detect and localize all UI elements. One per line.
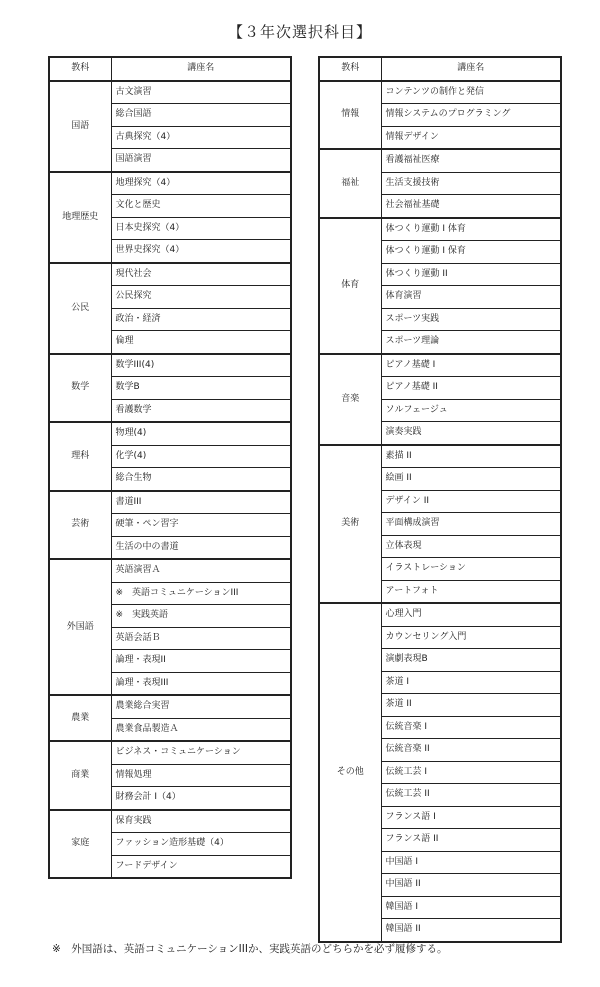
course-cell: 中国語 I bbox=[381, 851, 561, 874]
course-cell: 倫理 bbox=[111, 331, 291, 354]
course-cell: 生活支援技術 bbox=[381, 172, 561, 195]
category-cell: 理科 bbox=[49, 422, 111, 491]
course-cell: ※ 実践英語 bbox=[111, 605, 291, 628]
table-row bbox=[49, 81, 291, 104]
course-cell: 社会福祉基礎 bbox=[381, 195, 561, 218]
category-cell: その他 bbox=[319, 603, 381, 942]
course-cell: 硬筆・ペン習字 bbox=[111, 514, 291, 537]
course-cell: 心理入門 bbox=[381, 603, 561, 626]
course-cell: 体つくり運動 I 体育 bbox=[381, 218, 561, 241]
course-cell: 数学B bbox=[111, 377, 291, 400]
course-cell: ピアノ基礎 II bbox=[381, 377, 561, 400]
course-cell: 茶道 II bbox=[381, 694, 561, 717]
table-row bbox=[49, 491, 291, 514]
course-cell: カウンセリング入門 bbox=[381, 626, 561, 649]
course-cell: 古文演習 bbox=[111, 81, 291, 104]
table-row bbox=[49, 695, 291, 718]
course-header: 講座名 bbox=[111, 57, 291, 81]
course-cell: 素描 II bbox=[381, 445, 561, 468]
category-header: 教科 bbox=[319, 57, 381, 81]
table-row bbox=[319, 603, 561, 626]
category-cell: 芸術 bbox=[49, 491, 111, 560]
course-header: 講座名 bbox=[381, 57, 561, 81]
course-cell: 公民探究 bbox=[111, 286, 291, 309]
table-row bbox=[319, 218, 561, 241]
course-cell: 文化と歴史 bbox=[111, 195, 291, 218]
course-cell: 地理探究（4） bbox=[111, 172, 291, 195]
category-cell: 農業 bbox=[49, 695, 111, 741]
course-cell: 伝統音楽 I bbox=[381, 716, 561, 739]
course-cell: 総合国語 bbox=[111, 104, 291, 127]
course-cell: 体つくり運動 II bbox=[381, 263, 561, 286]
course-cell: 絵画 II bbox=[381, 468, 561, 491]
course-cell: 総合生物 bbox=[111, 468, 291, 491]
category-cell: 福祉 bbox=[319, 149, 381, 218]
course-cell: フランス語 I bbox=[381, 806, 561, 829]
page-title: 【３年次選択科目】 bbox=[227, 23, 372, 41]
course-cell: 論理・表現II bbox=[111, 650, 291, 673]
category-cell: 国語 bbox=[49, 81, 111, 172]
course-cell: 財務会計 I（4） bbox=[111, 787, 291, 810]
course-cell: 情報システムのプログラミング bbox=[381, 104, 561, 127]
course-cell: ※ 英語コミュニケーションIII bbox=[111, 582, 291, 605]
course-cell: フランス語 II bbox=[381, 829, 561, 852]
course-cell: ピアノ基礎 I bbox=[381, 354, 561, 377]
table-row bbox=[319, 81, 561, 104]
category-cell: 地理歴史 bbox=[49, 172, 111, 263]
category-cell: 音楽 bbox=[319, 354, 381, 445]
course-cell: 茶道 I bbox=[381, 671, 561, 694]
course-cell: 保育実践 bbox=[111, 810, 291, 833]
course-cell: 物理(4) bbox=[111, 422, 291, 445]
course-cell: アートフォト bbox=[381, 580, 561, 603]
table-row bbox=[319, 149, 561, 172]
table-row bbox=[49, 263, 291, 286]
course-cell: 数学III(4) bbox=[111, 354, 291, 377]
course-cell: 看護数学 bbox=[111, 399, 291, 422]
course-cell: 現代社会 bbox=[111, 263, 291, 286]
table-row bbox=[49, 172, 291, 195]
category-cell: 体育 bbox=[319, 218, 381, 354]
table-row bbox=[49, 559, 291, 582]
course-cell: フードデザイン bbox=[111, 855, 291, 878]
category-cell: 公民 bbox=[49, 263, 111, 354]
course-cell: 日本史探究（4） bbox=[111, 217, 291, 240]
course-cell: 英語会話Ｂ bbox=[111, 627, 291, 650]
category-cell: 商業 bbox=[49, 741, 111, 810]
category-cell: 美術 bbox=[319, 445, 381, 604]
footnote: ※ 外国語は、英語コミュニケーションIIIか、実践英語のどちらかを必ず履修する。 bbox=[52, 943, 448, 955]
course-cell: 農業総合実習 bbox=[111, 695, 291, 718]
table-row bbox=[319, 445, 561, 468]
course-cell: 世界史探究（4） bbox=[111, 240, 291, 263]
course-cell: 情報処理 bbox=[111, 764, 291, 787]
table-row bbox=[49, 741, 291, 764]
course-cell: 立体表現 bbox=[381, 535, 561, 558]
course-cell: スポーツ理論 bbox=[381, 331, 561, 354]
course-cell: 国語演習 bbox=[111, 149, 291, 172]
course-cell: ファッション造形基礎（4） bbox=[111, 833, 291, 856]
course-cell: 中国語 II bbox=[381, 874, 561, 897]
right-course-table bbox=[318, 56, 562, 943]
table-row bbox=[49, 422, 291, 445]
header-row bbox=[49, 57, 291, 81]
course-cell: 情報デザイン bbox=[381, 126, 561, 149]
course-cell: コンテンツの制作と発信 bbox=[381, 81, 561, 104]
course-cell: 論理・表現III bbox=[111, 672, 291, 695]
course-cell: 伝統工芸 I bbox=[381, 761, 561, 784]
course-cell: イラストレーション bbox=[381, 558, 561, 581]
course-cell: 生活の中の書道 bbox=[111, 536, 291, 559]
course-cell: 韓国語 II bbox=[381, 919, 561, 942]
course-cell: 政治・経済 bbox=[111, 308, 291, 331]
table-row bbox=[49, 354, 291, 377]
left-course-table bbox=[48, 56, 292, 879]
course-cell: ソルフェージュ bbox=[381, 399, 561, 422]
course-cell: 伝統音楽 II bbox=[381, 739, 561, 762]
category-cell: 数学 bbox=[49, 354, 111, 423]
course-cell: 演劇表現B bbox=[381, 649, 561, 672]
course-cell: 体つくり運動 I 保育 bbox=[381, 241, 561, 264]
course-cell: 古典探究（4） bbox=[111, 126, 291, 149]
course-cell: 英語演習Ａ bbox=[111, 559, 291, 582]
course-cell: デザイン II bbox=[381, 490, 561, 513]
course-cell: 体育演習 bbox=[381, 286, 561, 309]
course-cell: 韓国語 I bbox=[381, 896, 561, 919]
course-cell: 看護福祉医療 bbox=[381, 149, 561, 172]
course-cell: 農業食品製造Ａ bbox=[111, 718, 291, 741]
header-row bbox=[319, 57, 561, 81]
category-header: 教科 bbox=[49, 57, 111, 81]
table-row bbox=[49, 810, 291, 833]
category-cell: 情報 bbox=[319, 81, 381, 150]
course-cell: スポーツ実践 bbox=[381, 308, 561, 331]
course-cell: 平面構成演習 bbox=[381, 513, 561, 536]
course-cell: 伝統工芸 II bbox=[381, 784, 561, 807]
course-cell: 演奏実践 bbox=[381, 422, 561, 445]
table-row bbox=[319, 354, 561, 377]
category-cell: 家庭 bbox=[49, 810, 111, 879]
category-cell: 外国語 bbox=[49, 559, 111, 695]
course-cell: 化学(4) bbox=[111, 445, 291, 468]
course-cell: ビジネス・コミュニケーション bbox=[111, 741, 291, 764]
course-cell: 書道III bbox=[111, 491, 291, 514]
